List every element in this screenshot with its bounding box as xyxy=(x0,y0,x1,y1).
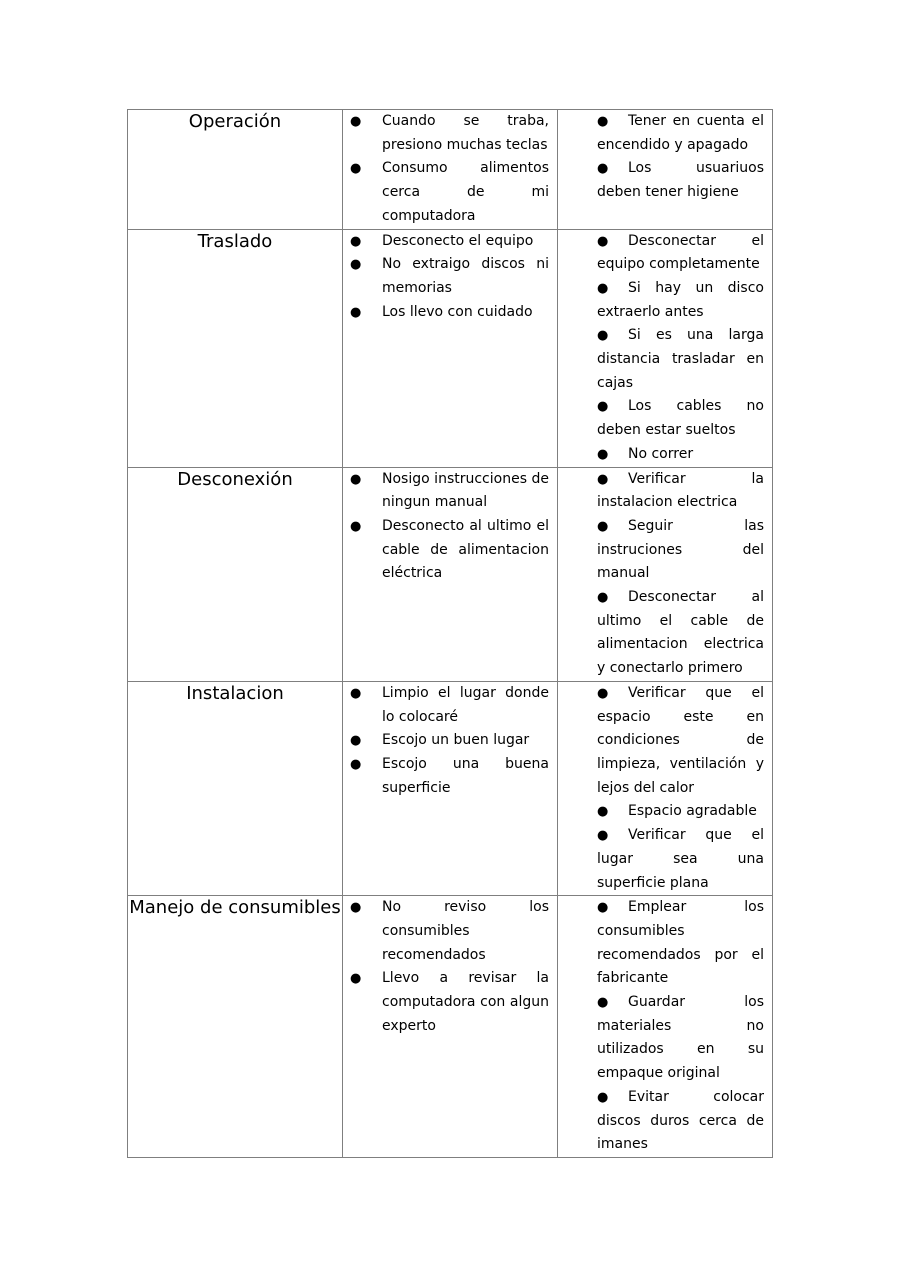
list-item-text: Si es una larga distancia trasladar en cajas xyxy=(597,327,764,391)
list-item-text: Los cables no deben estar sueltos xyxy=(597,398,764,439)
good-practices-cell xyxy=(558,467,773,681)
list-item xyxy=(350,682,549,729)
bullet-icon: ● xyxy=(597,280,609,296)
list-item xyxy=(350,729,549,753)
list-item xyxy=(597,468,764,515)
bullet-list xyxy=(558,110,772,205)
list-item xyxy=(350,967,549,1038)
list-item xyxy=(350,230,549,254)
table-body xyxy=(128,110,773,1158)
bullet-icon: ● xyxy=(350,971,362,987)
list-item-text: Limpio el lugar donde lo colocaré xyxy=(382,684,549,725)
list-item-text: Si hay un disco extraerlo antes xyxy=(597,279,764,320)
bullet-icon: ● xyxy=(350,518,362,534)
list-item-text: Los llevo con cuidado xyxy=(382,303,533,320)
list-item-text: Los usuariuos deben tener higiene xyxy=(597,160,764,201)
list-item-text: Guardar los materiales no utilizados en su empaque original xyxy=(597,994,764,1082)
list-item-text: Seguir las instruciones del manual xyxy=(597,517,764,582)
list-item xyxy=(597,515,764,586)
bad-practices-cell xyxy=(343,896,558,1158)
bad-practices-cell xyxy=(343,229,558,467)
list-item xyxy=(350,896,549,967)
bullet-icon: ● xyxy=(597,828,609,844)
list-item-text: Consumo alimentos cerca de mi computadora xyxy=(382,160,549,224)
list-item xyxy=(350,468,549,515)
table-row xyxy=(128,110,773,230)
list-item-text: No reviso los consumibles recomendados xyxy=(382,899,549,963)
bullet-list xyxy=(343,896,557,1038)
bad-practices-cell xyxy=(343,110,558,230)
category-cell: Operación xyxy=(128,110,343,230)
list-item-text: Verificar que el lugar sea una superficie plana xyxy=(597,827,764,891)
bullet-icon: ● xyxy=(597,114,609,129)
good-practices-cell xyxy=(558,681,773,895)
bullet-icon: ● xyxy=(350,257,362,273)
list-item-text: Emplear los consumibles recomendados por el fabricante xyxy=(597,899,764,987)
category-cell: Manejo de consumibles xyxy=(128,896,343,1158)
bullet-icon: ● xyxy=(597,233,609,249)
bullet-list xyxy=(558,682,772,895)
bullet-icon: ● xyxy=(350,685,362,701)
list-item-text: No extraigo discos ni memorias xyxy=(382,256,549,296)
list-item xyxy=(597,230,764,277)
list-item xyxy=(597,157,764,204)
bullet-list xyxy=(558,230,772,467)
category-cell: Traslado xyxy=(128,229,343,467)
good-practices-cell xyxy=(558,896,773,1158)
list-item xyxy=(597,395,764,442)
bullet-icon: ● xyxy=(350,471,362,487)
list-item-text: Escojo una buena superficie xyxy=(382,755,549,796)
list-item xyxy=(350,753,549,800)
list-item-text: Escojo un buen lugar xyxy=(382,732,530,749)
list-item xyxy=(597,1086,764,1157)
list-item xyxy=(597,682,764,801)
bullet-icon: ● xyxy=(597,804,609,820)
list-item-text: Desconecto el equipo xyxy=(382,232,534,249)
category-cell: Instalacion xyxy=(128,681,343,895)
list-item xyxy=(350,253,549,300)
list-item xyxy=(350,157,549,228)
bullet-icon: ● xyxy=(597,161,609,177)
list-item xyxy=(350,110,549,157)
list-item-text: Desconectar al ultimo el cable de alimentacion electrica y conectarlo primero xyxy=(597,589,764,677)
bullet-list xyxy=(558,896,772,1157)
bullet-icon: ● xyxy=(597,471,609,487)
list-item-text: Espacio agradable xyxy=(628,803,757,820)
bullet-icon: ● xyxy=(350,161,362,177)
bullet-list xyxy=(343,230,557,325)
bullet-list xyxy=(343,682,557,801)
list-item xyxy=(597,277,764,324)
bullet-icon: ● xyxy=(597,590,609,606)
table-row xyxy=(128,229,773,467)
list-item-text: No correr xyxy=(628,445,694,462)
list-item-text: Llevo a revisar la computadora con algun experto xyxy=(382,970,549,1034)
list-item xyxy=(597,824,764,895)
list-item-text: Cuando se traba, presiono muchas teclas xyxy=(382,113,549,153)
bullet-icon: ● xyxy=(350,114,362,129)
bullet-list xyxy=(558,468,772,681)
bullet-icon: ● xyxy=(597,1089,609,1105)
list-item xyxy=(597,324,764,395)
table-row xyxy=(128,467,773,681)
bullet-icon: ● xyxy=(350,756,362,772)
bullet-icon: ● xyxy=(597,518,609,534)
bullet-icon: ● xyxy=(597,328,609,344)
bullet-icon: ● xyxy=(597,446,609,462)
table-row xyxy=(128,681,773,895)
list-item-text: Verificar la instalacion electrica xyxy=(597,470,764,511)
list-item-text: Evitar colocar discos duros cerca de imanes xyxy=(597,1088,764,1153)
good-practices-cell xyxy=(558,110,773,230)
bullet-icon: ● xyxy=(350,304,362,320)
list-item xyxy=(597,896,764,991)
table-row xyxy=(128,896,773,1158)
list-item xyxy=(350,515,549,586)
list-item-text: Desconecto al ultimo el cable de alimentacion eléctrica xyxy=(382,517,549,582)
list-item-text: Nosigo instrucciones de ningun manual xyxy=(382,470,549,511)
practices-table xyxy=(127,109,773,1158)
good-practices-cell xyxy=(558,229,773,467)
list-item xyxy=(597,800,764,824)
list-item-text: Desconectar el equipo completamente xyxy=(597,232,764,273)
list-item-text: Verificar que el espacio este en condiciones de limpieza, ventilación y lejos del calor xyxy=(597,684,764,796)
list-item xyxy=(350,301,549,325)
bullet-list xyxy=(343,110,557,229)
category-cell: Desconexión xyxy=(128,467,343,681)
list-item xyxy=(597,586,764,681)
list-item xyxy=(597,443,764,467)
bullet-icon: ● xyxy=(350,733,362,749)
bullet-icon: ● xyxy=(597,399,609,415)
list-item xyxy=(597,991,764,1086)
bullet-icon: ● xyxy=(350,233,362,249)
bullet-icon: ● xyxy=(597,900,609,916)
bullet-icon: ● xyxy=(350,900,362,916)
list-item xyxy=(597,110,764,157)
bad-practices-cell xyxy=(343,681,558,895)
list-item-text: Tener en cuenta el encendido y apagado xyxy=(597,113,764,153)
bullet-icon: ● xyxy=(597,685,609,701)
bad-practices-cell xyxy=(343,467,558,681)
bullet-icon: ● xyxy=(597,995,609,1011)
bullet-list xyxy=(343,468,557,587)
